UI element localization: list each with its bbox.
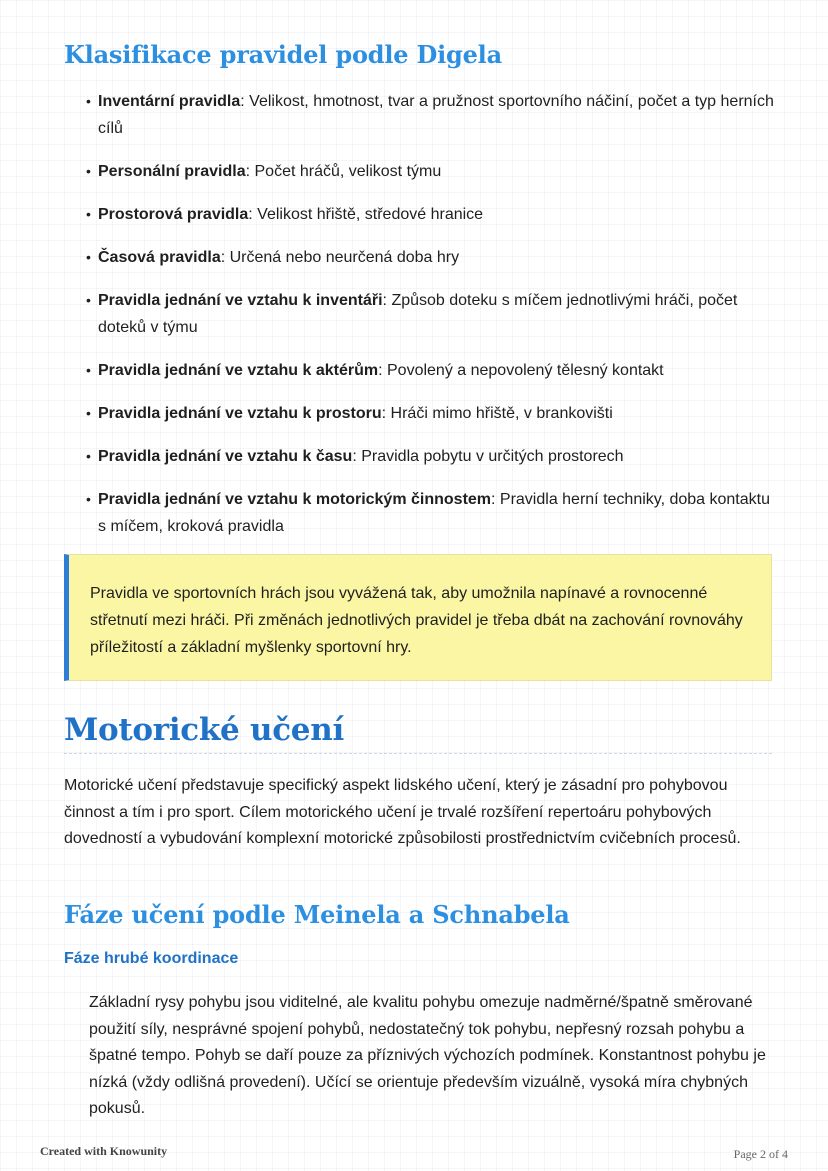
list-item-term: Časová pravidla — [98, 249, 221, 266]
subheading-gross-coordination: Fáze hrubé koordinace — [64, 950, 239, 967]
list-item-term: Prostorová pravidla — [98, 206, 249, 223]
section-heading-learning-phases: Fáze učení podle Meinela a Schnabela — [64, 900, 570, 929]
section-heading-rules-classification: Klasifikace pravidel podle Digela — [64, 40, 502, 69]
section-title-motor-learning: Motorické učení — [64, 712, 344, 748]
list-item-desc: : Velikost, hmotnost, tvar a pružnost sportovního náčiní, počet a typ herních cílů — [98, 93, 774, 137]
info-callout — [64, 554, 772, 681]
title-divider — [64, 753, 772, 754]
list-item-desc: : Hráči mimo hřiště, v brankovišti — [381, 405, 613, 422]
list-item — [86, 443, 776, 470]
list-item-term: Pravidla jednání ve vztahu k času — [98, 448, 353, 465]
list-item-term: Personální pravidla — [98, 163, 246, 180]
list-item-desc: : Pravidla herní techniky, doba kontaktu s míčem, kroková pravidla — [98, 491, 770, 535]
list-item-desc: : Velikost hřiště, středové hranice — [248, 206, 484, 223]
list-item — [86, 486, 776, 540]
list-item — [86, 158, 776, 185]
callout-text: Pravidla ve sportovních hrách jsou vyvážená tak, aby umožnila napínavé a rovnocenné střetnutí mezi hráči. Při změnách jednotlivých pravidel je třeba dbát na zachování rovnováhy příležitostí a základní myšlenky sportovní hry. — [90, 585, 743, 656]
rules-list — [86, 88, 776, 556]
list-item-term: Pravidla jednání ve vztahu k motorickým činnostem — [98, 491, 492, 508]
list-item — [86, 201, 776, 228]
list-item — [86, 400, 776, 427]
list-item — [86, 287, 776, 341]
list-item-desc: : Určená nebo neurčená doba hry — [220, 249, 460, 266]
list-item-desc: : Povolený a nepovolený tělesný kontakt — [378, 362, 664, 379]
footer-credit: Created with Knowunity — [40, 1144, 168, 1158]
gross-coordination-paragraph: Základní rysy pohybu jsou viditelné, ale kvalitu pohybu omezuje nadměrné/špatně směrované použití síly, nesprávné spojení pohybů, nedostatečný tok pohybu, nepřesný rozsah pohybu a špatné tempo. Pohyb se daří pouze za příznivých výchozích podmínek. Konstantnost pohybu je nízká (vždy odlišná provedení). Učící se orientuje především vizuálně, vysoká míra chybných pokusů. — [89, 994, 766, 1117]
list-item-term: Inventární pravidla — [98, 93, 241, 110]
list-item — [86, 88, 776, 142]
list-item-term: Pravidla jednání ve vztahu k prostoru — [98, 405, 382, 422]
list-item-term: Pravidla jednání ve vztahu k inventáři — [98, 292, 383, 309]
list-item — [86, 357, 776, 384]
page-number: Page 2 of 4 — [733, 1147, 788, 1161]
list-item-desc: : Způsob doteku s míčem jednotlivými hráči, počet doteků v týmu — [98, 292, 738, 336]
list-item-term: Pravidla jednání ve vztahu k aktérům — [98, 362, 379, 379]
list-item-desc: : Počet hráčů, velikost týmu — [245, 163, 442, 180]
motor-learning-paragraph: Motorické učení představuje specifický aspekt lidského učení, který je zásadní pro pohybovou činnost a tím i pro sport. Cílem motorického učení je trvalé rozšíření repertoáru pohybových dovedností a vybudování komplexní motorické způsobilosti prostřednictvím cvičebních procesů. — [64, 777, 741, 847]
list-item — [86, 244, 776, 271]
list-item-desc: : Pravidla pobytu v určitých prostorech — [352, 448, 624, 465]
